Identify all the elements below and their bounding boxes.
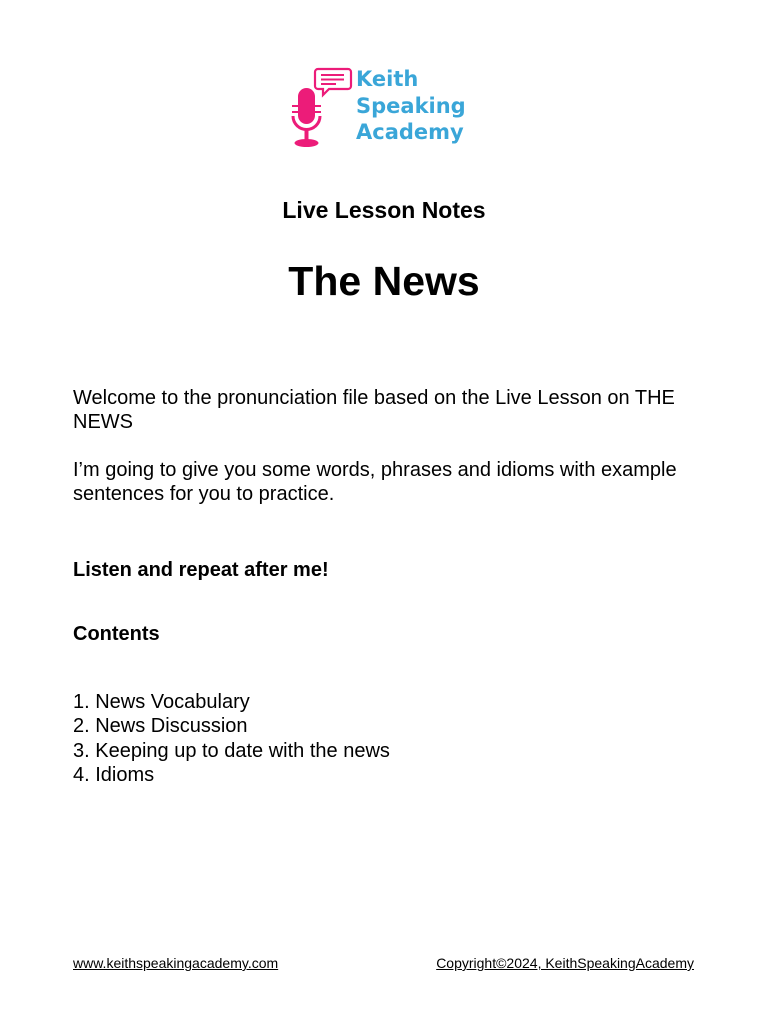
list-item: 3. Keeping up to date with the news — [73, 739, 390, 762]
logo — [288, 64, 488, 154]
logo-wordmark — [356, 66, 466, 146]
website-link[interactable]: www.keithspeakingacademy.com — [73, 955, 279, 971]
contents-list — [73, 690, 390, 787]
instruction-text: Listen and repeat after me! — [73, 559, 329, 581]
logo-line-3: Academy — [356, 120, 464, 144]
copyright-link[interactable]: Copyright©2024, KeithSpeakingAcademy — [436, 955, 694, 971]
contents-heading: Contents — [73, 623, 160, 645]
page-subtitle: Live Lesson Notes — [282, 197, 486, 223]
intro-paragraph-1: Welcome to the pronunciation file based on the Live Lesson on THE NEWS — [73, 387, 675, 433]
logo-line-1: Keith — [356, 67, 419, 91]
list-item: 2. News Discussion — [73, 715, 248, 738]
page-title: The News — [288, 258, 480, 304]
logo-line-2: Speaking — [356, 93, 466, 118]
list-item: 4. Idioms — [73, 763, 155, 786]
microphone-speech-bubble-icon — [288, 64, 354, 148]
intro-paragraph-2: I’m going to give you some words, phrases and idioms with example sentences for you to practice. — [73, 459, 677, 505]
list-item: 1. News Vocabulary — [73, 691, 250, 713]
